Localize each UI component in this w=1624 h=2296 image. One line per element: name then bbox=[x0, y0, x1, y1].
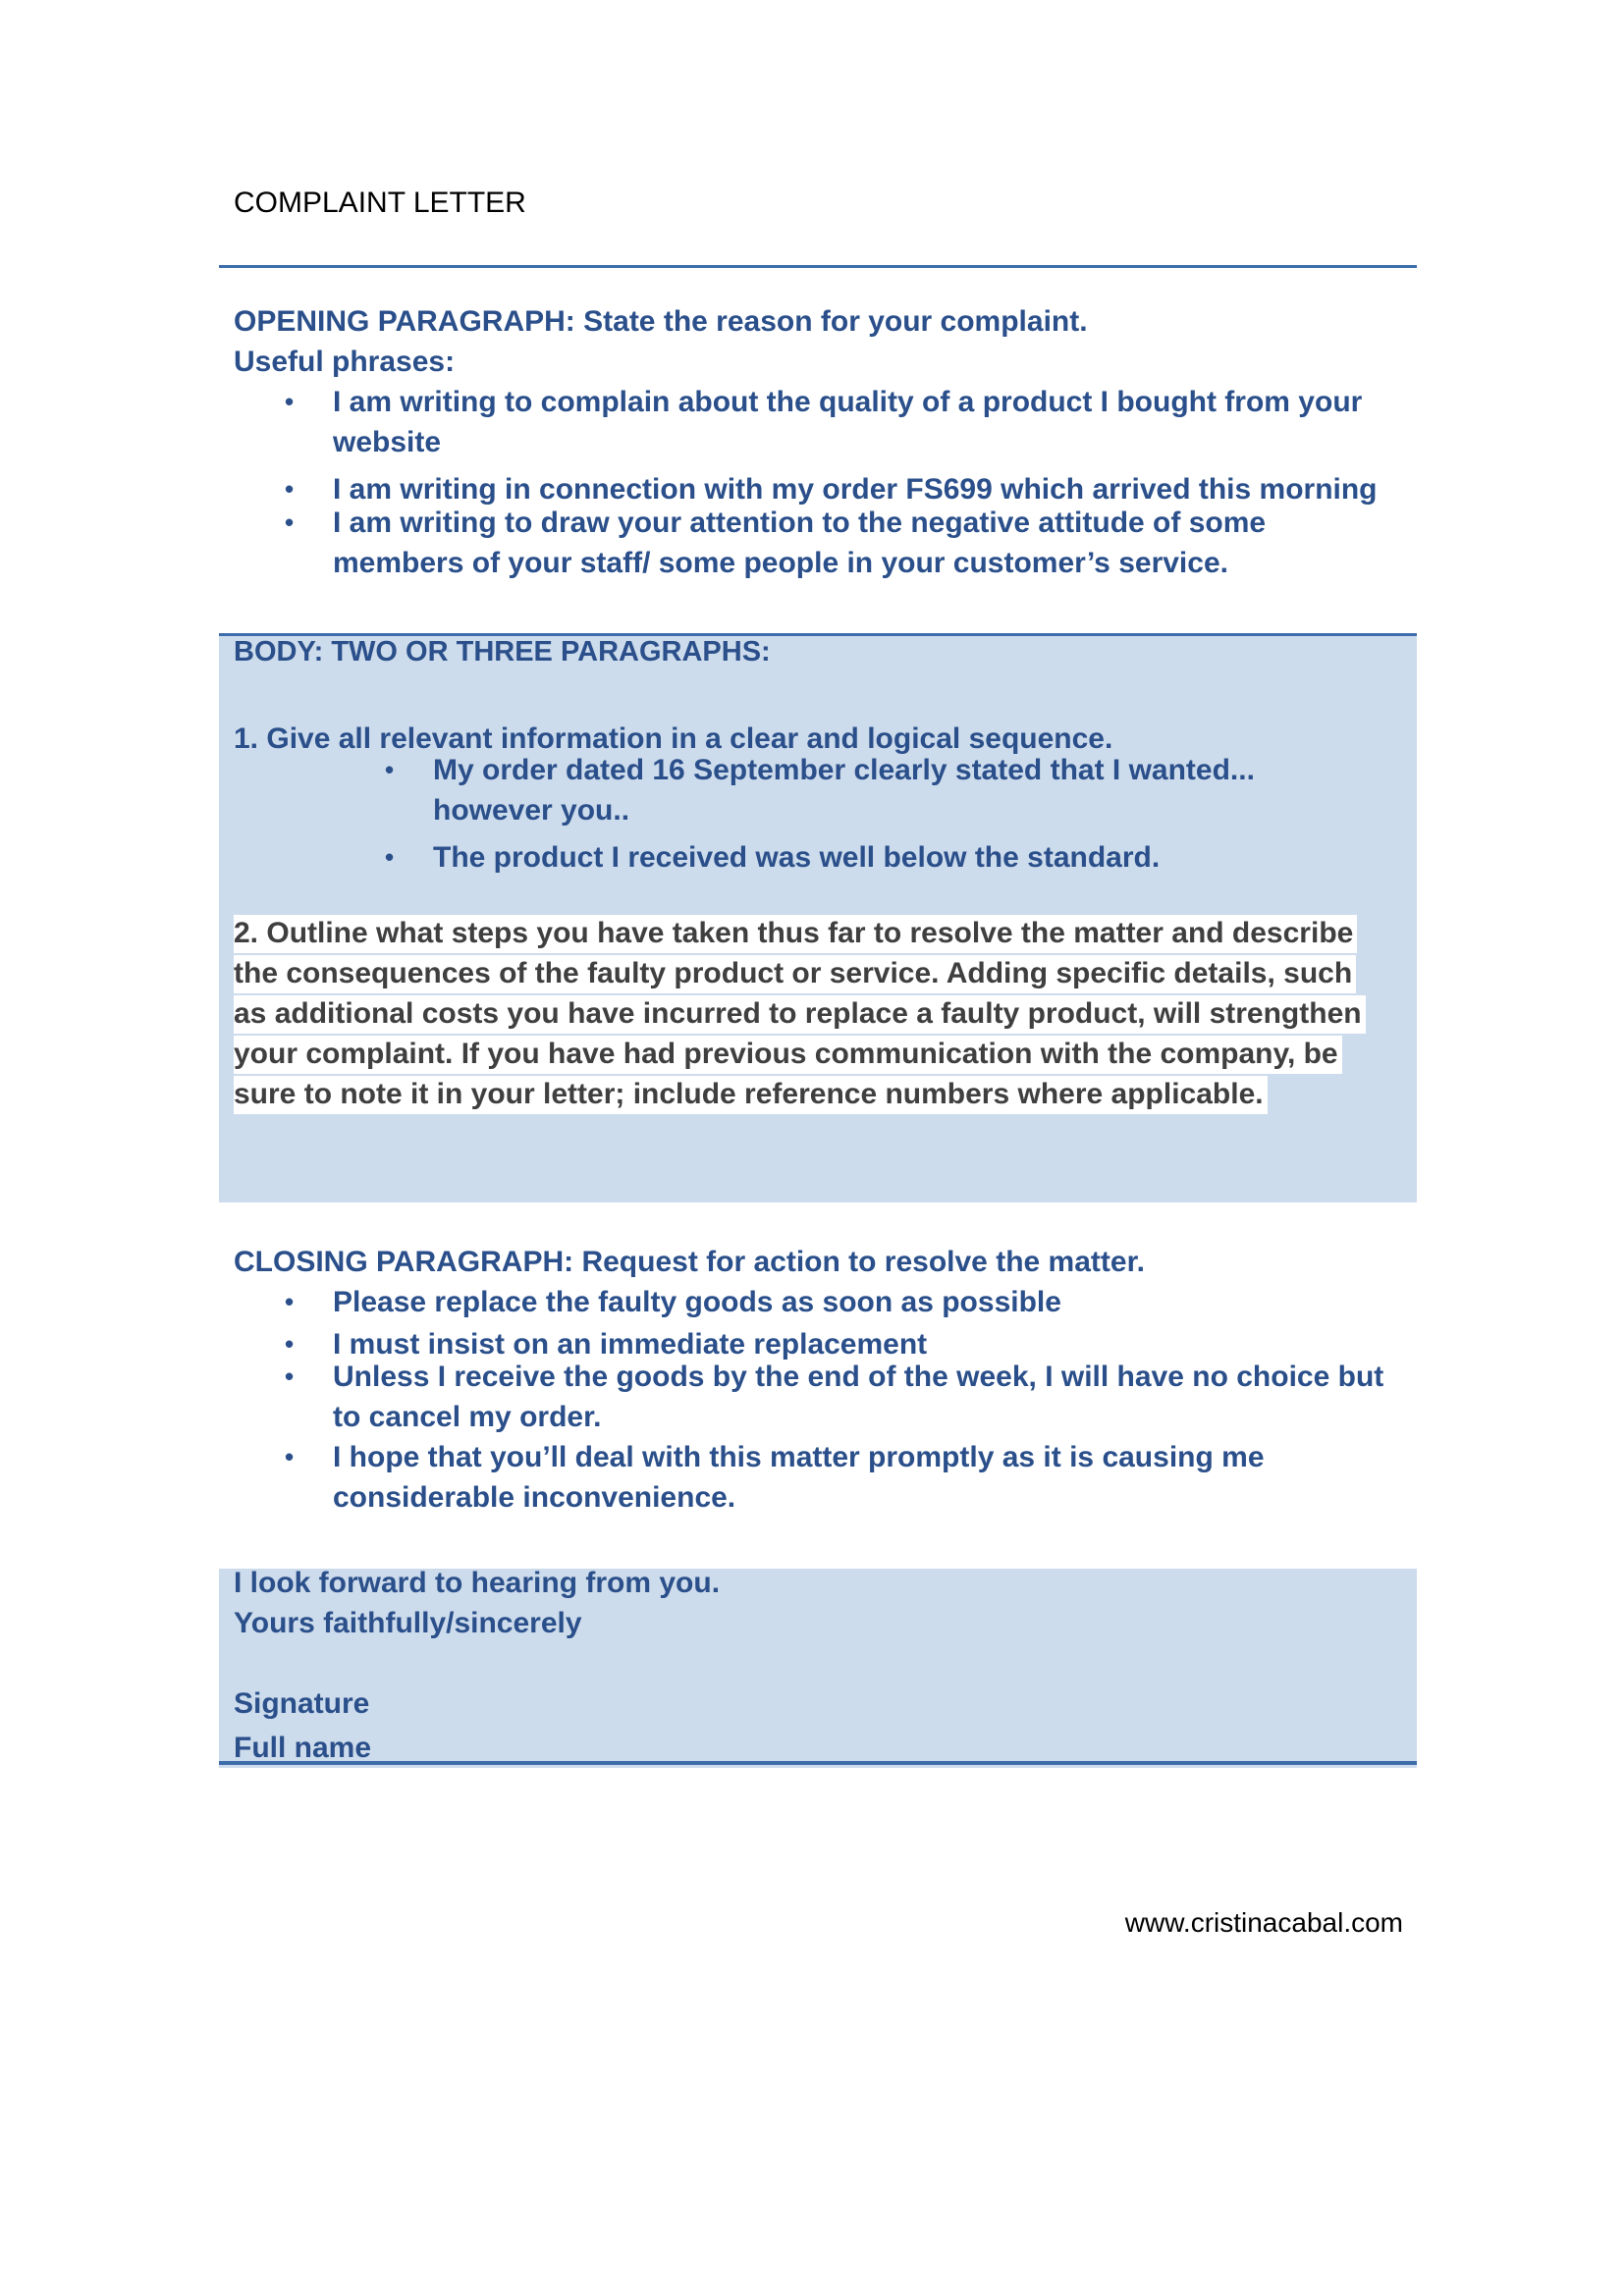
bullet-icon: • bbox=[385, 842, 395, 872]
signoff-section bbox=[234, 1563, 720, 1768]
bullet-icon: • bbox=[285, 1287, 295, 1316]
closing-section bbox=[234, 1242, 1412, 1518]
opening-phrase: I am writing to draw your attention to the negative attitude of some members of your staff/ some people in your customer’s service. bbox=[333, 507, 1267, 579]
closing-phrase: Please replace the faulty goods as soon as possible bbox=[333, 1286, 1061, 1318]
opening-heading: OPENING PARAGRAPH: State the reason for your complaint. bbox=[234, 305, 1088, 338]
bullet-icon: • bbox=[285, 474, 295, 504]
opening-phrase-list bbox=[234, 382, 1392, 583]
list-item bbox=[334, 837, 1316, 878]
bullet-icon: • bbox=[285, 1442, 295, 1471]
list-item bbox=[234, 1282, 1412, 1322]
body-bullet: My order dated 16 September clearly stated that I wanted... however you.. bbox=[433, 754, 1255, 827]
list-item bbox=[234, 1437, 1412, 1518]
fullname-label: Full name bbox=[234, 1732, 372, 1764]
closing-phrase-list bbox=[234, 1282, 1412, 1518]
bullet-icon: • bbox=[285, 507, 295, 537]
opening-phrase: I am writing in connection with my order FS699 which arrived this morning bbox=[333, 473, 1378, 506]
closing-phrase: I must insist on an immediate replacement bbox=[333, 1328, 928, 1361]
body-item-1-bullets bbox=[334, 750, 1316, 878]
list-item bbox=[234, 503, 1392, 583]
closing-phrase: I hope that you’ll deal with this matter promptly as it is causing me considerable inconvenience. bbox=[333, 1441, 1265, 1514]
bullet-icon: • bbox=[285, 387, 295, 416]
document-title: COMPLAINT LETTER bbox=[234, 187, 526, 219]
opening-phrase: I am writing to complain about the quality of a product I bought from your website bbox=[333, 386, 1363, 458]
closing-phrase: Unless I receive the goods by the end of the week, I will have no choice but to cancel my order. bbox=[333, 1361, 1384, 1433]
signature-label: Signature bbox=[234, 1687, 370, 1720]
body-item-1: 1. Give all relevant information in a clear and logical sequence. bbox=[234, 722, 1113, 755]
body-bullet: The product I received was well below the standard. bbox=[433, 841, 1161, 874]
list-item bbox=[334, 750, 1316, 830]
title-divider bbox=[219, 265, 1417, 268]
signoff-line-1: I look forward to hearing from you. bbox=[234, 1567, 721, 1599]
bullet-icon: • bbox=[285, 1362, 295, 1391]
opening-section bbox=[234, 301, 1392, 583]
list-item bbox=[234, 1357, 1412, 1437]
footer-website: www.cristinacabal.com bbox=[1124, 1907, 1403, 1938]
list-item bbox=[234, 382, 1392, 462]
opening-subheading: Useful phrases: bbox=[234, 346, 456, 378]
signoff-spacer bbox=[234, 1643, 720, 1683]
bullet-icon: • bbox=[385, 755, 395, 784]
body-item-2-text: 2. Outline what steps you have taken thus far to resolve the matter and describe the consequences of the faulty product or service. Adding specific details, such as additional costs you have incurred to replace a faulty product, will strengthen your complaint. If you have had previous communication with the company, be sure to note it in your letter; include reference numbers where applicable. bbox=[234, 915, 1366, 1114]
closing-heading: CLOSING PARAGRAPH: Request for action to resolve the matter. bbox=[234, 1246, 1145, 1278]
body-item-2 bbox=[234, 913, 1373, 1114]
signoff-line-2: Yours faithfully/sincerely bbox=[234, 1607, 582, 1639]
body-heading: BODY: TWO OR THREE PARAGRAPHS: bbox=[234, 636, 771, 667]
bullet-icon: • bbox=[285, 1329, 295, 1359]
